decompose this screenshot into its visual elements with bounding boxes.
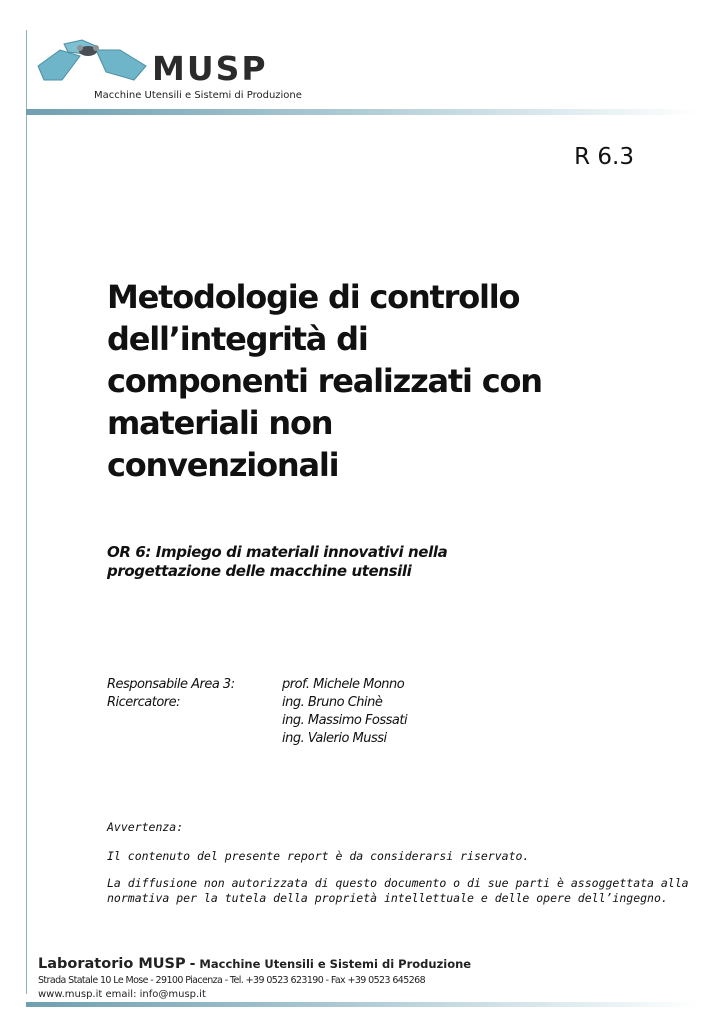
notice-line: normativa per la tutela della proprietà intellettuale e delle opere dell’ingegno. bbox=[107, 891, 668, 905]
footer-address: Strada Statale 10 Le Mose - 29100 Piacenza - Tel. +39 0523 623190 - Fax +39 0523 645268 bbox=[38, 975, 426, 986]
person-name: ing. Massimo Fossati bbox=[282, 713, 408, 728]
person-name: ing. Bruno Chinè bbox=[282, 695, 383, 710]
notice-heading: Avvertenza: bbox=[107, 820, 184, 834]
confidentiality-notice bbox=[107, 820, 689, 906]
logo-wordmark: MUSP bbox=[152, 49, 268, 88]
notice-line: La diffusione non autorizzata di questo documento o di sue parti è assoggettata alla bbox=[107, 876, 689, 890]
title-line: dell’integrità di bbox=[107, 320, 368, 358]
title-line: materiali non bbox=[107, 404, 333, 442]
title-line: convenzionali bbox=[107, 446, 339, 484]
title-line: Metodologie di controllo bbox=[107, 278, 520, 316]
researcher-names bbox=[282, 694, 407, 748]
musp-logo bbox=[34, 36, 334, 106]
footer-separator: - bbox=[189, 956, 196, 972]
researcher-row bbox=[107, 694, 407, 748]
footer-lab-description: Macchine Utensili e Sistemi di Produzione bbox=[199, 957, 472, 971]
title-line: componenti realizzati con bbox=[107, 362, 542, 400]
subtitle-line: OR 6: Impiego di materiali innovativi nella bbox=[107, 543, 448, 561]
report-code: R 6.3 bbox=[574, 144, 634, 170]
musp-logo-mark-icon bbox=[34, 36, 152, 92]
area-manager-name bbox=[282, 676, 404, 694]
researcher-label: Ricercatore: bbox=[107, 695, 181, 710]
area-manager-label: Responsabile Area 3: bbox=[107, 677, 235, 692]
report-subtitle bbox=[107, 543, 627, 581]
footer-accent-bar bbox=[26, 1002, 698, 1007]
footer-lab-name: Laboratorio MUSP bbox=[38, 956, 186, 972]
person-name: ing. Valerio Mussi bbox=[282, 731, 387, 746]
footer bbox=[38, 954, 471, 1002]
header-accent-bar bbox=[26, 109, 698, 115]
area-manager-row bbox=[107, 676, 407, 694]
logo-tagline: Macchine Utensili e Sistemi di Produzione bbox=[94, 90, 302, 101]
subtitle-line: progettazione delle macchine utensili bbox=[107, 562, 412, 580]
report-title bbox=[107, 276, 627, 486]
footer-title bbox=[38, 954, 471, 973]
notice-text bbox=[107, 876, 689, 906]
people-block bbox=[107, 676, 407, 748]
person-name: prof. Michele Monno bbox=[282, 677, 405, 692]
footer-contacts: www.musp.it email: info@musp.it bbox=[38, 989, 206, 1000]
left-margin-rule bbox=[26, 30, 27, 994]
notice-text: Il contenuto del presente report è da considerarsi riservato. bbox=[107, 849, 530, 863]
